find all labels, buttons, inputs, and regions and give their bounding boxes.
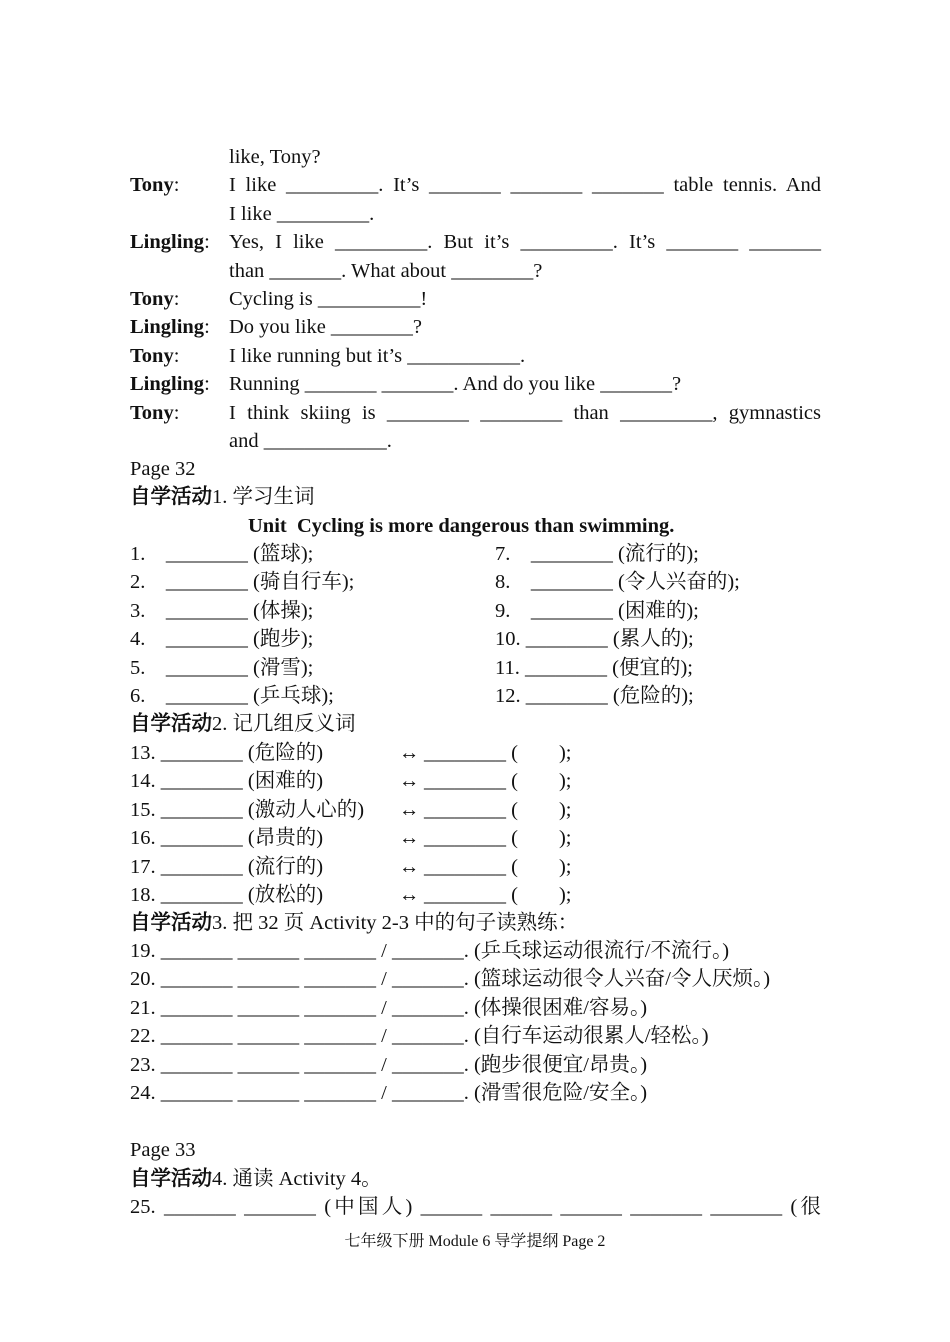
sentence-item: 24. _______ ______ _______ / _______. (滑雪很危险/安全。): [130, 1082, 648, 1104]
dialogue-line: I like _________.: [229, 203, 375, 225]
antonym-right: ________ ( );: [424, 884, 572, 906]
dialogue-line: I like running but it’s ___________.: [229, 345, 526, 367]
speaker-name: Tony: [130, 402, 174, 424]
antonym-right: ________ ( );: [424, 856, 572, 878]
activity2-heading: [130, 710, 356, 738]
sentence-item: 20. _______ ______ _______ / _______. (篮球运动很令人兴奋/令人厌烦。): [130, 968, 771, 990]
double-arrow-icon: ↔: [399, 856, 420, 878]
dialogue-line: Do you like ________?: [229, 316, 423, 338]
dialogue-line: like, Tony?: [229, 146, 321, 168]
activity1-label: 自学活动: [130, 486, 212, 508]
antonym-right: ________ ( );: [424, 770, 572, 792]
antonym-right: ________ ( );: [424, 799, 572, 821]
activity4-heading: [130, 1165, 382, 1193]
antonym-left: 14. ________ (困难的): [130, 770, 324, 792]
speaker-name: Lingling: [130, 231, 205, 253]
activity1-title: 1. 学习生词: [212, 486, 315, 508]
dialogue-speaker: Tony:: [130, 288, 180, 310]
double-arrow-icon: ↔: [399, 742, 420, 764]
activity3-label: 自学活动: [130, 912, 212, 934]
speaker-name: Lingling: [130, 316, 205, 338]
double-arrow-icon: ↔: [399, 884, 420, 906]
vocab-item: 9. ________ (困难的);: [495, 600, 699, 622]
dialogue-line: and ____________.: [229, 430, 392, 452]
dialogue-speaker: Tony:: [130, 402, 180, 424]
vocab-item: 8. ________ (令人兴奋的);: [495, 571, 740, 593]
activity3-heading: [130, 909, 578, 937]
activity3-title: 3. 把 32 页 Activity 2-3 中的句子读熟练：: [212, 912, 579, 934]
double-arrow-icon: ↔: [399, 799, 420, 821]
dialogue-speaker: Lingling:: [130, 231, 210, 253]
dialogue-speaker: Lingling:: [130, 373, 210, 395]
speaker-name: Tony: [130, 174, 174, 196]
double-arrow-icon: ↔: [399, 827, 420, 849]
speaker-name: Tony: [130, 288, 174, 310]
vocab-item: 12. ________ (危险的);: [495, 685, 694, 707]
activity4-label: 自学活动: [130, 1168, 212, 1190]
sentence-item: 23. _______ ______ _______ / _______. (跑步很便宜/昂贵。): [130, 1054, 648, 1076]
activity2-title: 2. 记几组反义词: [212, 713, 356, 735]
fill-line-25: 25. _______ _______ (中国人) ______ ______ ______ _______ _______ (很: [130, 1196, 821, 1218]
dialogue-speaker: Tony:: [130, 345, 180, 367]
vocab-item: 6. ________ (乒乓球);: [130, 685, 334, 707]
dialogue-line: I like _________. It’s _______ _______ _______ table tennis. And: [229, 174, 821, 196]
dialogue-line: Cycling is __________!: [229, 288, 428, 310]
speaker-name: Tony: [130, 345, 174, 367]
vocab-item: 5. ________ (滑雪);: [130, 657, 314, 679]
double-arrow-icon: ↔: [399, 770, 420, 792]
vocab-item: 11. ________ (便宜的);: [495, 657, 693, 679]
sentence-item: 21. _______ ______ _______ / _______. (体操很困难/容易。): [130, 997, 648, 1019]
vocab-item: 2. ________ (骑自行车);: [130, 571, 355, 593]
speaker-name: Lingling: [130, 373, 205, 395]
antonym-left: 17. ________ (流行的): [130, 856, 324, 878]
vocab-item: 7. ________ (流行的);: [495, 543, 699, 565]
page-footer: 七年级下册 Module 6 导学提纲 Page 2: [344, 1233, 606, 1250]
dialogue-line: I think skiing is ________ ________ than _________, gymnastics: [229, 402, 821, 424]
page33-heading: Page 33: [130, 1139, 196, 1161]
vocab-item: 3. ________ (体操);: [130, 600, 314, 622]
vocab-item: 1. ________ (篮球);: [130, 543, 314, 565]
activity1-heading: [130, 483, 315, 511]
dialogue-speaker: Tony:: [130, 174, 180, 196]
page32-heading: Page 32: [130, 458, 196, 480]
sentence-item: 19. _______ ______ _______ / _______. (乒乓球运动很流行/不流行。): [130, 940, 730, 962]
activity2-label: 自学活动: [130, 713, 212, 735]
unit-title: Unit Cycling is more dangerous than swimming.: [248, 515, 675, 537]
vocab-item: 4. ________ (跑步);: [130, 628, 314, 650]
antonym-right: ________ ( );: [424, 742, 572, 764]
antonym-left: 18. ________ (放松的): [130, 884, 324, 906]
dialogue-speaker: Lingling:: [130, 316, 210, 338]
antonym-right: ________ ( );: [424, 827, 572, 849]
dialogue-line: than _______. What about ________?: [229, 260, 543, 282]
vocab-item: 10. ________ (累人的);: [495, 628, 694, 650]
dialogue-line: Yes, I like _________. But it’s _________. It’s _______ _______: [229, 231, 821, 253]
dialogue-line: Running _______ _______. And do you like _______?: [229, 373, 682, 395]
antonym-left: 15. ________ (激动人心的): [130, 799, 365, 821]
sentence-item: 22. _______ ______ _______ / _______. (自行车运动很累人/轻松。): [130, 1025, 709, 1047]
activity4-title: 4. 通读 Activity 4。: [212, 1168, 382, 1190]
antonym-left: 16. ________ (昂贵的): [130, 827, 324, 849]
antonym-left: 13. ________ (危险的): [130, 742, 324, 764]
